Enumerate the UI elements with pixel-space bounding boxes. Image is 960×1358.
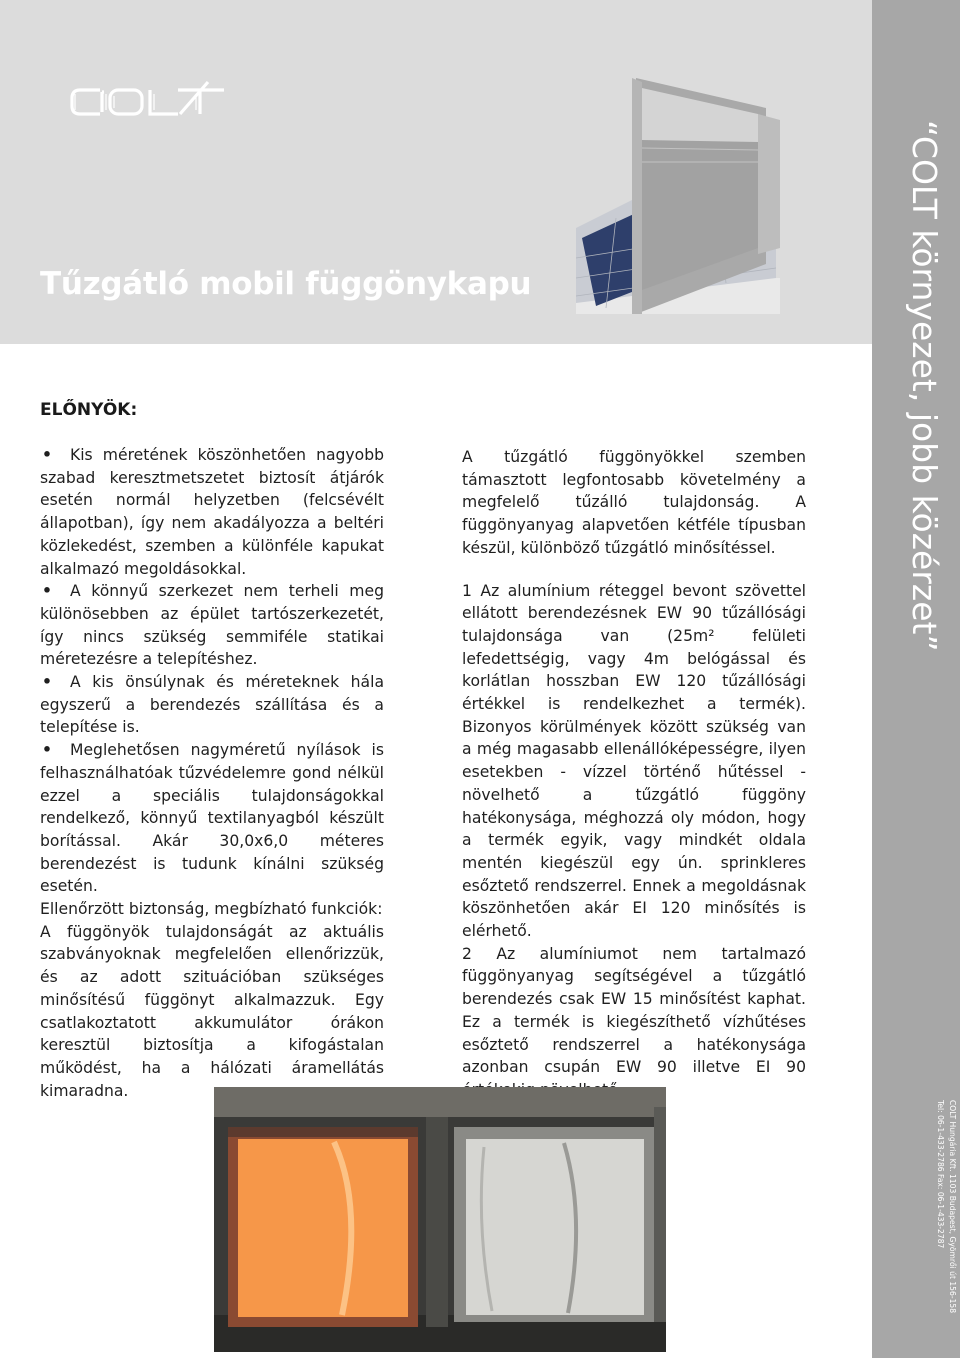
intro-paragraph: A tűzgátló függönyökkel szemben támasztott legfontosabb követelmény a megfelelő tűzálló tulajdonság. A függönyanyag alapvetően kétféle típusban készül, különböző tűzgátló minősítéssel.	[462, 448, 806, 557]
safety-text: A függönyök tulajdonságát az aktuális szabványoknak megfelelően ellenőrizzük, és az adott szituációban szükséges minősítésű függönyt alkalmazzuk. Egy csatlakoztatott akkumulátor órákon keresztül biztosítja a kifogástalan működést, ha a hálózati áramellátás kimaradna.	[40, 922, 384, 1100]
left-column	[40, 444, 384, 1102]
advantage-item: • A kis önsúlynak és méreteknek hála egyszerű a berendezés szállítása és a telepítése is.	[40, 671, 384, 739]
page-title: Tűzgátló mobil függönykapu	[40, 266, 532, 302]
fire-test-photo	[214, 1087, 666, 1352]
address-line: COLT Hungária Kft. 1103 Budapest, Gyömrői út 156-158	[948, 1100, 957, 1314]
advantage-item: • A könnyű szerkezet nem terheli meg különösebben az épület tartószerkezetét, így nincs szükség semmiféle statikai méretezésre a telepítéshez.	[40, 580, 384, 671]
safety-heading: Ellenőrzött biztonság, megbízható funkciók:	[40, 900, 383, 919]
company-address	[928, 1100, 958, 1350]
colt-logo	[68, 74, 230, 122]
phone-fax-line: Tel: 06-1-433-2786 Fax: 06-1-433-2787	[936, 1100, 945, 1249]
sidebar-tagline: “COLT környezet, jobb közérzet”	[905, 120, 944, 652]
type-1-paragraph: 1 Az alumínium réteggel bevont szövettel ellátott berendezésnek EW 90 tűzállósági tulajdonsága van (25m² felületi lefedettségig, vagy 4m belógással és korlátlan hosszban EW 120 tűzállósági értékkel is rendelkezhet a termék). Bizonyos körülmények között szükség van a még magasabb ellenállóképességre, ilyen esetekben - vízzel történő hűtéssel - növelhető a tűzgátló függöny hatékonysága, méghozzá oly módon, hogy a termék egyik, vagy mindkét oldala mentén kiegészül egy ún. sprinkleres esőztető rendszerrel. Ennek a megoldásnak köszönhetően akár EI 120 minősítés is elérhető.	[462, 581, 806, 941]
type-2-paragraph: 2 Az alumíniumot nem tartalmazó függönyanyag segítségével a tűzgátló berendezés csak EW 15 minősítést kaphat. Ez a termék is kiegészíthető vízhűtéses esőztető rendszerrel a hatékonysága azonban csupán EW 90 illetve EI 90	[462, 944, 806, 1077]
advantage-item: • Meglehetősen nagyméretű nyílások is felhasználhatóak tűzvédelemre gond nélkül ezzel a speciális tulajdonságokkal rendelkező, könnyű textilanyagból készült borítással. Akár 30,0x6,0 méteres berendezést is tudunk kínálni szükség esetén.	[40, 739, 384, 898]
right-column	[462, 446, 806, 1102]
advantage-item: • Kis méretének köszönhetően nagyobb szabad keresztmetszetet biztosít átjárók esetén normál helyzetben (felcsévélt állapotban), így nem akadályozza a beltéri közlekedést, szemben a különféle kapukat alkalmazó megoldásokkal.	[40, 444, 384, 580]
advantages-heading: ELŐNYÖK:	[40, 400, 138, 420]
door-render-image	[576, 78, 780, 314]
